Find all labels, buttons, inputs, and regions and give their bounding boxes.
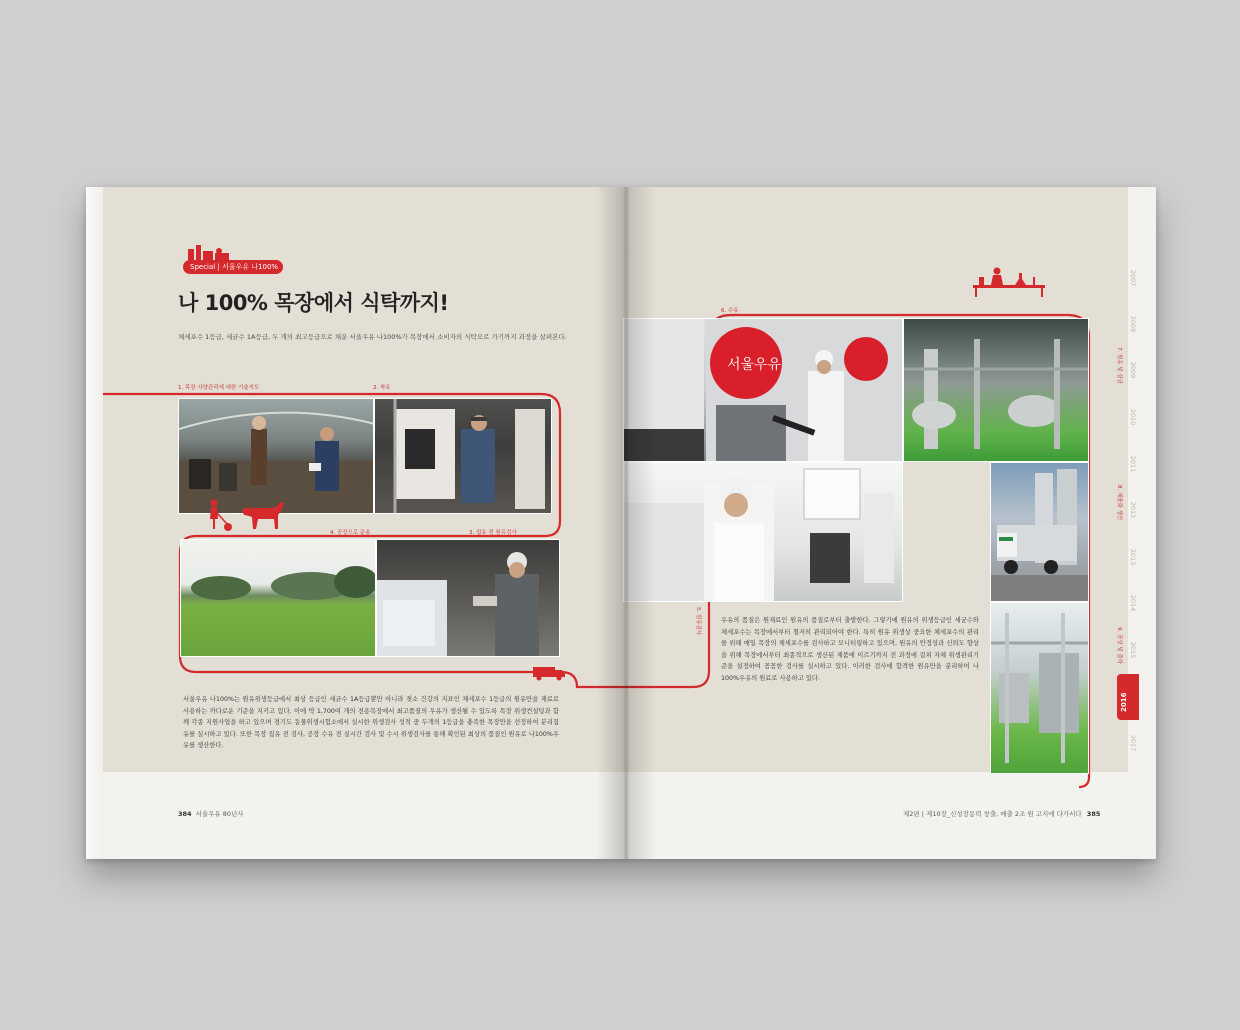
right-footer-title: 제2편 | 제10장_신성장동력 창출, 매출 2조 원 고지에 다가서다 — [903, 810, 1082, 818]
page-title: 나 100% 목장에서 식탁까지! — [178, 291, 449, 315]
photo-tanker-truck — [990, 462, 1089, 602]
year-active-tab[interactable] — [1117, 674, 1139, 720]
year-2010[interactable]: 2010 — [1129, 408, 1137, 426]
right-footer — [903, 809, 1104, 818]
year-2008[interactable]: 2008 — [1129, 315, 1137, 333]
right-body-text: 우유의 품질은 원재료인 원유의 품질로부터 출발한다. 그렇기에 원유의 위생등급인 세균수와 체세포수는 목장에서부터 철저히 관리되어야 한다. 특히 원유 위생상 중요한 체세포수의 관리를 위해 매일 목장의 체세포수를 검사하고 모니터링하고 있으며, 원유의 안정성과 신뢰도 향상을 위해 목장에서부터 최종적으로 생산된 제품에 이르기까지 전 과정에 걸쳐 자체 위생관리기준을 설정하여 꼼꼼한 검사를 실시하고 있다. 이러한 검사에 합격한 원유만을 분리하여 나100%우유의 원료로 사용하고 있다. — [721, 617, 979, 682]
year-2012[interactable]: 2012 — [1129, 501, 1137, 519]
year-2015[interactable]: 2015 — [1129, 641, 1137, 659]
left-footer-title: 서울우유 80년사 — [195, 810, 244, 818]
year-2013[interactable]: 2013 — [1129, 548, 1137, 566]
right-page — [623, 187, 1156, 859]
tank-logo-text: 서울우유 — [727, 357, 782, 373]
left-footer — [178, 809, 244, 818]
left-body-text: 서울우유 나100%는 원유위생등급에서 최상 등급인 세균수 1A등급뿐만 아니라 젖소 건강의 지표인 체세포수 1등급의 원유만을 재료로 사용하는 까다로운 기준을 지키고 있다. 이에 약 1,700여 개의 전용목장에서 최고품질의 우유가 생산될 수 있도록 목장 위생컨설팅과 함께 각종 지원사업을 하고 있으며 경기도 동물위생시험소에서 실시한 위생검사 성적 중 두개의 1등급을 충족한 목장만을 선정하여 분리집유를 실시하고 있다. 또한 목장 집유 전 검사, 공장 수유 전 실시간 검사 및 수시 위생검사를 통해 확인된 최상의 품질인 원유로 나100%우유를 생산한다. — [183, 696, 559, 749]
left-page — [86, 187, 623, 859]
year-2009[interactable]: 2009 — [1129, 361, 1137, 379]
photo-milking — [374, 398, 552, 514]
page-subtitle: 체세포수 1등급, 세균수 1A등급, 두 개의 최고등급으로 채운 서울우유 나100%가 목장에서 소비자의 식탁으로 가기까지 과정을 살펴본다. — [178, 333, 567, 341]
truck-icon — [533, 665, 567, 681]
photo-factory-pipes — [903, 318, 1089, 462]
right-page-number: 385 — [1086, 810, 1101, 818]
year-2011[interactable]: 2011 — [1129, 455, 1137, 473]
book-spread — [86, 187, 1156, 859]
section-tag: Special | 서울우유 나100% — [183, 260, 283, 274]
photo-production-line — [990, 602, 1089, 774]
photo-tanker-hose — [623, 318, 903, 462]
step-label-3: 3. 집유 전 원유검사 — [469, 530, 517, 536]
farmer-and-cow-icon — [206, 499, 286, 533]
step-label-2: 2. 착유 — [373, 385, 391, 391]
year-active-label: 2016 — [1120, 692, 1128, 712]
step-label-1: 1. 목장 사양관리에 대한 기술지도 — [178, 385, 260, 391]
step-label-9: 9. 공장 및 출하 — [1116, 627, 1122, 665]
step-label-4: 4. 공장으로 운송 — [330, 530, 371, 536]
year-2007[interactable]: 2007 — [1129, 269, 1137, 287]
step-label-5: 5. 원유검사 — [695, 607, 701, 636]
year-2017[interactable]: 2017 — [1129, 734, 1137, 752]
photo-milk-test — [376, 539, 560, 657]
step-label-6: 6. 수유 — [721, 308, 739, 314]
step-label-8: 8. 제품화 생산 — [1116, 485, 1122, 521]
year-2014[interactable]: 2014 — [1129, 594, 1137, 612]
left-page-number: 384 — [178, 810, 192, 818]
process-path-line — [86, 187, 623, 859]
photo-pasture — [180, 539, 376, 657]
photo-lab-test — [623, 462, 903, 602]
photo-farm-guidance — [178, 398, 374, 514]
step-label-7: 7. 원유 및 살균 — [1116, 347, 1122, 385]
